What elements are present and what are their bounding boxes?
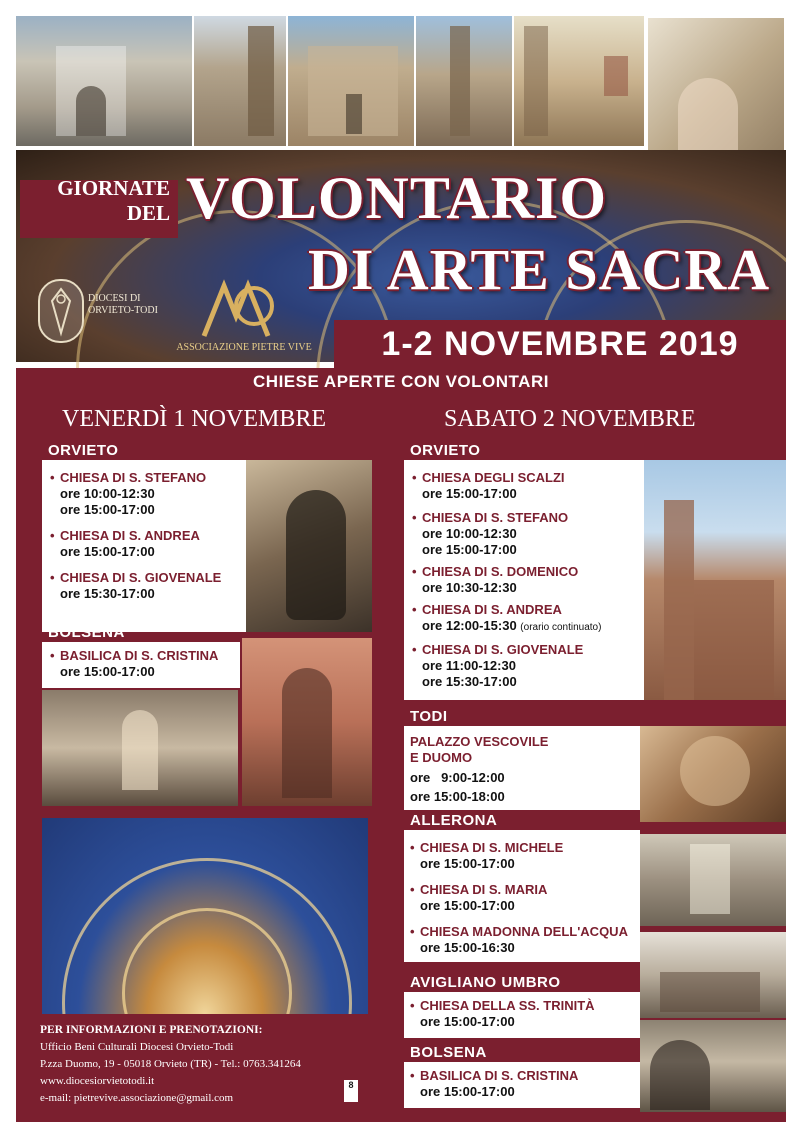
church-name: CHIESA DI S. MICHELE [420, 840, 564, 855]
subtitle: CHIESE APERTE CON VOLONTARI [253, 372, 549, 391]
photo-bell-tower [416, 16, 512, 146]
opening-time: ore 15:00-18:00 [410, 789, 505, 804]
list-item: • CHIESA DELLA SS. TRINITÀ ore 15:00-17:00 [410, 998, 595, 1029]
list-item: • BASILICA DI S. CRISTINA ore 15:00-17:00 [50, 648, 219, 679]
friday-orvieto-panel [42, 460, 246, 632]
photo-trinita-interior [640, 932, 786, 1018]
opening-time: ore 15:00-17:00 [420, 1014, 515, 1029]
diocesi-seal-icon [38, 279, 84, 343]
info-office: Ufficio Beni Culturali Diocesi Orvieto-Todi [40, 1041, 234, 1053]
church-name: CHIESA DI S. STEFANO [60, 470, 207, 485]
list-item: • CHIESA DI S. STEFANO ore 10:00-12:30 ore 15:00-17:00 [50, 470, 207, 517]
saturday-town-bolsena: BOLSENA [410, 1044, 487, 1061]
saturday-town-avigliano: AVIGLIANO UMBRO [410, 974, 561, 991]
opening-time: ore 15:00-17:00 [422, 486, 517, 501]
info-email: e-mail: pietrevive.associazione@gmail.com [40, 1092, 234, 1104]
opening-time: ore 15:00-17:00 [420, 1084, 515, 1099]
church-name: CHIESA DI S. ANDREA [60, 528, 200, 543]
photo-giovenale-church [644, 460, 786, 700]
giornate-line1: GIORNATE [57, 176, 170, 200]
opening-time: ore 15:30-17:00 [422, 674, 517, 689]
list-item: • CHIESA DI S. ANDREA ore 15:00-17:00 [50, 528, 200, 559]
photo-cristina-altar [242, 638, 372, 806]
friday-heading: VENERDÌ 1 NOVEMBRE [62, 406, 326, 432]
list-item: • CHIESA DI S. MARIA ore 15:00-17:00 [410, 882, 548, 913]
photo-allerona-interior [640, 834, 786, 926]
otto-per-mille-badge: 8 [344, 1080, 358, 1102]
opening-time: ore 15:00-16:30 [420, 940, 515, 955]
church-name: CHIESA DI S. ANDREA [422, 602, 562, 617]
info-website: www.diocesiorvietotodi.it [40, 1075, 155, 1087]
opening-time: ore 15:30-17:00 [60, 586, 155, 601]
photo-basilica-nave [42, 690, 238, 806]
title-arte-sacra: DI ARTE SACRA [308, 237, 771, 302]
saturday-town-orvieto: ORVIETO [410, 442, 481, 459]
saturday-town-allerona: ALLERONA [410, 812, 498, 829]
church-name: E DUOMO [410, 750, 473, 765]
saturday-orvieto-panel [404, 460, 644, 700]
opening-time: ore 15:00-17:00 [422, 542, 517, 557]
saturday-town-todi: TODI [410, 708, 448, 725]
church-name: PALAZZO VESCOVILE [410, 734, 549, 749]
diocesi-logo [38, 279, 178, 359]
list-item: • BASILICA DI S. CRISTINA ore 15:00-17:00 [410, 1068, 579, 1099]
opening-time: ore 9:00-12:00 [410, 770, 505, 785]
photo-church-interior [514, 16, 644, 146]
church-name: CHIESA MADONNA DELL'ACQUA [420, 924, 628, 939]
pietre-vive-label: ASSOCIAZIONE PIETRE VIVE [176, 342, 312, 353]
saturday-bolsena-panel [404, 1062, 640, 1108]
photo-palazzo [16, 16, 192, 146]
event-date: 1-2 NOVEMBRE 2019 [381, 325, 739, 363]
saturday-avigliano-panel [404, 992, 640, 1038]
friday-town-bolsena: BOLSENA [48, 624, 125, 641]
contact-info [40, 1022, 380, 1107]
pietre-vive-logo [174, 276, 314, 360]
opening-time: ore 10:30-12:30 [422, 580, 517, 595]
title-volontario: VOLONTARIO [186, 165, 608, 231]
list-item: • CHIESA DI S. DOMENICO ore 10:30-12:30 [412, 564, 579, 595]
church-name: CHIESA DEGLI SCALZI [422, 470, 565, 485]
photo-cristina-grotto [640, 1020, 786, 1112]
giornate-label [20, 176, 178, 226]
poster [14, 14, 786, 1122]
friday-town-orvieto: ORVIETO [48, 442, 119, 459]
opening-time: ore 15:00-17:00 [60, 544, 155, 559]
list-item: • CHIESA MADONNA DELL'ACQUA ore 15:00-16:30 [410, 924, 628, 955]
diocesi-line2: ORVIETO-TODI [88, 305, 158, 316]
list-item: • CHIESA DI S. ANDREA ore 12:00-15:30 (orario continuato) [412, 602, 602, 633]
pietre-vive-mark-icon [174, 276, 314, 342]
opening-time: ore 10:00-12:30 [422, 526, 517, 541]
church-name: CHIESA DI S. DOMENICO [422, 564, 579, 579]
church-name: BASILICA DI S. CRISTINA [60, 648, 219, 663]
opening-time: ore 15:00-17:00 [60, 664, 155, 679]
opening-time: ore 15:00-17:00 [420, 898, 515, 913]
photo-church-facade [288, 16, 414, 146]
friday-bolsena-panel [42, 642, 240, 688]
photo-todi-fresco [640, 726, 786, 822]
list-item [410, 734, 548, 805]
church-name: BASILICA DI S. CRISTINA [420, 1068, 579, 1083]
opening-time: ore 15:00-17:00 [60, 502, 155, 517]
list-item: • CHIESA DI S. GIOVENALE ore 11:00-12:30 ore 15:30-17:00 [412, 642, 584, 689]
church-name: CHIESA DELLA SS. TRINITÀ [420, 998, 595, 1013]
saturday-allerona-panel [404, 830, 640, 962]
church-name: CHIESA DI S. MARIA [420, 882, 548, 897]
church-name: CHIESA DI S. GIOVENALE [422, 642, 584, 657]
opening-time: ore 12:00-15:30 [422, 618, 517, 633]
photo-tower-church [194, 16, 286, 146]
giornate-line2: DEL [126, 201, 170, 225]
opening-time: ore 10:00-12:30 [60, 486, 155, 501]
opening-time: ore 11:00-12:30 [422, 658, 516, 673]
list-item: • CHIESA DI S. MICHELE ore 15:00-17:00 [410, 840, 564, 871]
opening-time: ore 15:00-17:00 [420, 856, 515, 871]
saturday-todi-panel [404, 726, 640, 810]
church-name: CHIESA DI S. GIOVENALE [60, 570, 222, 585]
saturday-heading: SABATO 2 NOVEMBRE [444, 406, 696, 432]
list-item: • CHIESA DI S. STEFANO ore 10:00-12:30 ore 15:00-17:00 [412, 510, 569, 557]
diocesi-line1: DIOCESI DI [88, 293, 141, 304]
info-heading: PER INFORMAZIONI E PRENOTAZIONI: [40, 1024, 263, 1036]
opening-note: (orario continuato) [520, 622, 602, 633]
info-address: P.zza Duomo, 19 - 05018 Orvieto (TR) - Tel.: 0763.341264 [40, 1058, 301, 1070]
church-name: CHIESA DI S. STEFANO [422, 510, 569, 525]
photo-pope-statue [246, 460, 372, 632]
list-item: • CHIESA DEGLI SCALZI ore 15:00-17:00 [412, 470, 565, 501]
photo-apse-fresco [42, 818, 368, 1014]
list-item: • CHIESA DI S. GIOVENALE ore 15:30-17:00 [50, 570, 222, 601]
